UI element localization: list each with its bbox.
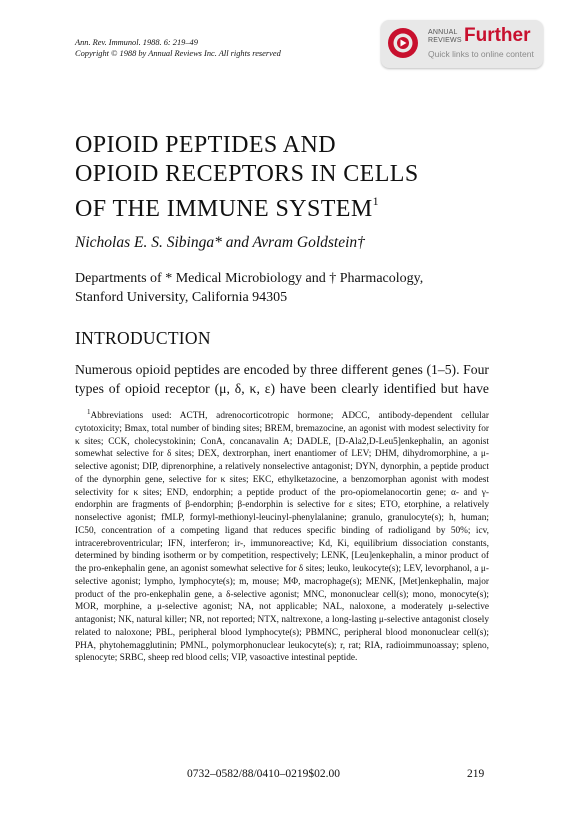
page-number: 219	[467, 768, 485, 780]
further-banner-link[interactable]	[381, 20, 543, 68]
article-code: 0732–0582/88/0410–0219$02.00	[187, 768, 341, 780]
journal-citation: Ann. Rev. Immunol. 1988. 6: 219–49	[75, 38, 198, 47]
authors: Nicholas E. S. Sibinga* and Avram Goldstein†	[75, 234, 365, 251]
banner-small-text: ANNUAL REVIEWS	[428, 29, 462, 44]
footnote-mark: 1	[87, 408, 91, 416]
footnote-text: Abbreviations used: ACTH, adrenocorticotropic hormone; ADCC, antibody-dependent cellular cytotoxicity; Bmax, total number of binding sites; BREM, bremazocine, an agonist with modest selectivity for κ sites; CCK, cholecystokinin; ConA, concanavalin A; DADLE, [D-Ala2,D-Leu5]enkephalin, an agonist somewhat selective for δ sites; DEX, dextrorphan, inert enantiomer of LEV; DHM, dihydromorphine, a μ-selective agonist; DIP, diprenorphine, a relatively nonselective antagonist; DYN, dynorphin, a peptide product of the dynorphin gene, selective for κ sites; EKC, ethylketazocine, a benzomorphan agonist with modest selectivity for κ sites; END, endorphin; a peptide product of the pro-opiomelanocortin gene; α- and γ-endorphin are fragments of β-endorphin; β-endorphin is selective for ε sites; ETO, etorphine, a relatively nonselective agonist; fMLP, formyl-methionyl-leucinyl-phenylalanine; granulo, granulocyte(s); h, human; IC50, concentration of a competing ligand that reduces specific binding of radioligand by 50%; icv, intracerebroventricular; IFN, interferon; ir-, immunoreactive; Kd, Ki, equilibrium dissociation constants, determined by binding isotherm or by competition, respectively; LENK, [Leu]enkephalin, a minor product of the pro-enkephalin gene, an agonist somewhat selective for δ sites; leuko, leukocyte(s); LEV, levorphanol, a μ-selective agonist; lympho, lymphocyte(s); m, mouse; MΦ, macrophage(s); MENK, [Met]enkephalin, major product of the pro-enkephalin gene, a δ-selective agonist; MNC, mononuclear cell(s); mono, monocyte(s); MOR, morphine, a μ-selective agonist; NA, not applicable; NAL, naloxone, a moderately μ-selective antagonist; NK, natural killer; NR, not reported; NTX, naltrexone, a long-lasting μ-selective antagonist closely related to naloxone; PBL, peripheral blood lymphocyte(s); PBMNC, peripheral blood mononuclear cell(s); PHA, phytohemagglutinin; PMNL, polymorphonuclear leukocyte(s); r, rat; RIA, radioimmunoassay; spleno, splenocyte; SRBC, sheep red blood cells; VIP, vasoactive intestinal peptide.	[75, 411, 489, 664]
banner-brand: Further	[464, 25, 531, 46]
title-footnote-mark[interactable]: 1	[372, 194, 379, 208]
affiliation: Departments of * Medical Microbiology and † Pharmacology, Stanford University, California 94305	[75, 271, 424, 305]
intro-paragraph: Numerous opioid peptides are encoded by three different genes (1–5). Four types of opioid receptor (μ, δ, κ, ε) have been clearly identified but have	[75, 362, 489, 396]
article-title: OPIOID PEPTIDES AND OPIOID RECEPTORS IN CELLS OF THE IMMUNE SYSTEM$^1$	[75, 132, 419, 222]
footnote	[75, 406, 489, 665]
copyright-line: Copyright © 1988 by Annual Reviews Inc. All rights reserved	[75, 49, 281, 58]
banner-subtitle: Quick links to online content	[428, 49, 534, 59]
journal-header	[75, 37, 281, 59]
annual-reviews-logo-icon	[387, 27, 419, 59]
section-heading: INTRODUCTION	[75, 328, 211, 348]
